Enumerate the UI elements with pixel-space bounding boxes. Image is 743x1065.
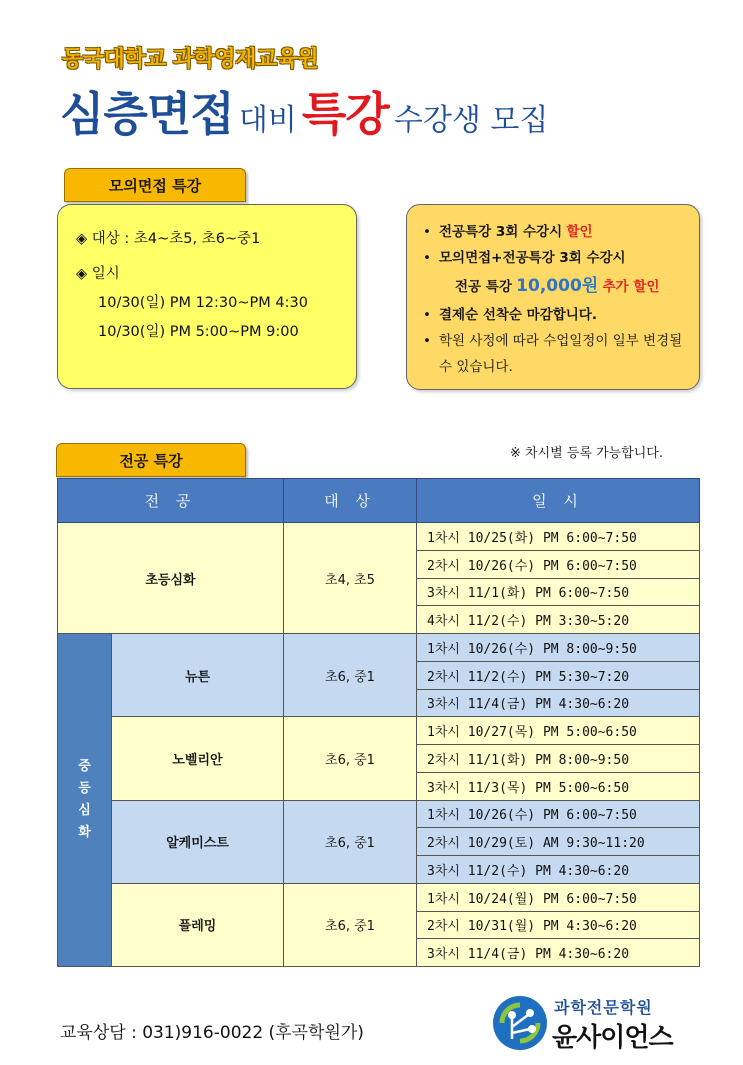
session-slot: 1차시 10/25(화) PM 6:00~7:50 — [417, 523, 700, 551]
session-slot: 3차시 11/2(수) PM 4:30~6:20 — [417, 856, 700, 884]
course-target: 초6, 중1 — [284, 717, 417, 800]
registration-note: ※ 차시별 등록 가능합니다. — [510, 446, 664, 461]
course-name: 초등심화 — [58, 523, 284, 634]
header-major: 전 공 — [58, 479, 284, 523]
course-target: 초6, 중1 — [284, 634, 417, 717]
session-slot: 1차시 10/27(목) PM 5:00~6:50 — [417, 717, 700, 745]
session-slot: 2차시 10/26(수) PM 6:00~7:50 — [417, 550, 700, 578]
course-target: 초6, 중1 — [284, 800, 417, 883]
course-target: 초6, 중1 — [284, 883, 417, 966]
table-row — [58, 523, 700, 551]
date-item: 10/30(일) PM 5:00~PM 9:00 — [98, 324, 299, 340]
session-slot: 4차시 11/2(수) PM 3:30~5:20 — [417, 606, 700, 634]
session-slot: 2차시 11/2(수) PM 5:30~7:20 — [417, 661, 700, 689]
notice-box — [406, 204, 700, 390]
date-item: 10/30(일) PM 12:30~PM 4:30 — [98, 295, 308, 311]
course-name: 노벨리안 — [112, 717, 284, 800]
course-name: 뉴튼 — [112, 634, 284, 717]
notice-item: • 모의면접+전공특강 3회 수강시 — [421, 245, 685, 271]
title-prep: 대비 — [238, 103, 297, 138]
title-special-lecture: 특강 — [301, 87, 389, 141]
course-name: 알케미스트 — [112, 800, 284, 883]
title-deep-interview: 심층면접 — [60, 87, 234, 141]
middle-school-label — [58, 634, 112, 967]
session-slot: 1차시 10/26(수) PM 8:00~9:50 — [417, 634, 700, 662]
table-row — [58, 883, 700, 911]
table-row — [58, 800, 700, 828]
course-target: 초4, 초5 — [284, 523, 417, 634]
schedule-table — [57, 478, 700, 967]
page-title — [60, 78, 548, 144]
header-datetime: 일 시 — [417, 479, 700, 523]
target-line: ◈ 대상 : 초4~초5, 초6~중1 — [76, 231, 261, 247]
notice-item-continued: 전공 특강 10,000원 추가 할인 — [455, 276, 660, 296]
logo-emblem-icon — [490, 993, 552, 1053]
session-slot: 1차시 10/26(수) PM 6:00~7:50 — [417, 800, 700, 828]
table-row — [58, 717, 700, 745]
header-target: 대 상 — [284, 479, 417, 523]
mock-interview-tab: 모의면접 특강 — [64, 168, 246, 202]
logo-subtitle: 과학전문학원 — [554, 998, 653, 1017]
logo-title: 윤사이언스 — [552, 1023, 673, 1053]
date-heading: ◈ 일시 — [76, 266, 120, 282]
session-slot: 2차시 11/1(화) PM 8:00~9:50 — [417, 745, 700, 773]
session-slot: 2차시 10/31(월) PM 4:30~6:20 — [417, 911, 700, 939]
session-slot: 3차시 11/1(화) PM 6:00~7:50 — [417, 578, 700, 606]
notice-item: • 결제순 선착순 마감합니다. — [421, 302, 685, 328]
side-label-text: 중 등 심 화 — [78, 759, 91, 840]
major-lecture-tab: 전공 특강 — [56, 443, 246, 477]
session-slot: 3차시 11/3(목) PM 5:00~6:50 — [417, 772, 700, 800]
mock-interview-info-box — [57, 204, 357, 389]
session-slot: 3차시 11/4(금) PM 4:30~6:20 — [417, 689, 700, 717]
session-slot: 2차시 10/29(토) AM 9:30~11:20 — [417, 828, 700, 856]
organization-name: 동국대학교 과학영재교육원 — [62, 47, 319, 72]
session-slot: 3차시 11/4(금) PM 4:30~6:20 — [417, 939, 700, 967]
table-header-row — [58, 479, 700, 523]
table-row — [58, 634, 700, 662]
contact-info: 교육상담 : 031)916-0022 (후곡학원가) — [60, 1023, 364, 1043]
notice-item: • 학원 사정에 따라 수업일정이 일부 변경될 수 있습니다. — [421, 328, 685, 380]
notice-item: • 전공특강 3회 수강시 할인 — [421, 219, 685, 245]
academy-logo — [490, 993, 690, 1053]
session-slot: 1차시 10/24(월) PM 6:00~7:50 — [417, 883, 700, 911]
title-recruit: 수강생 모집 — [393, 103, 549, 138]
course-name: 플레밍 — [112, 883, 284, 966]
